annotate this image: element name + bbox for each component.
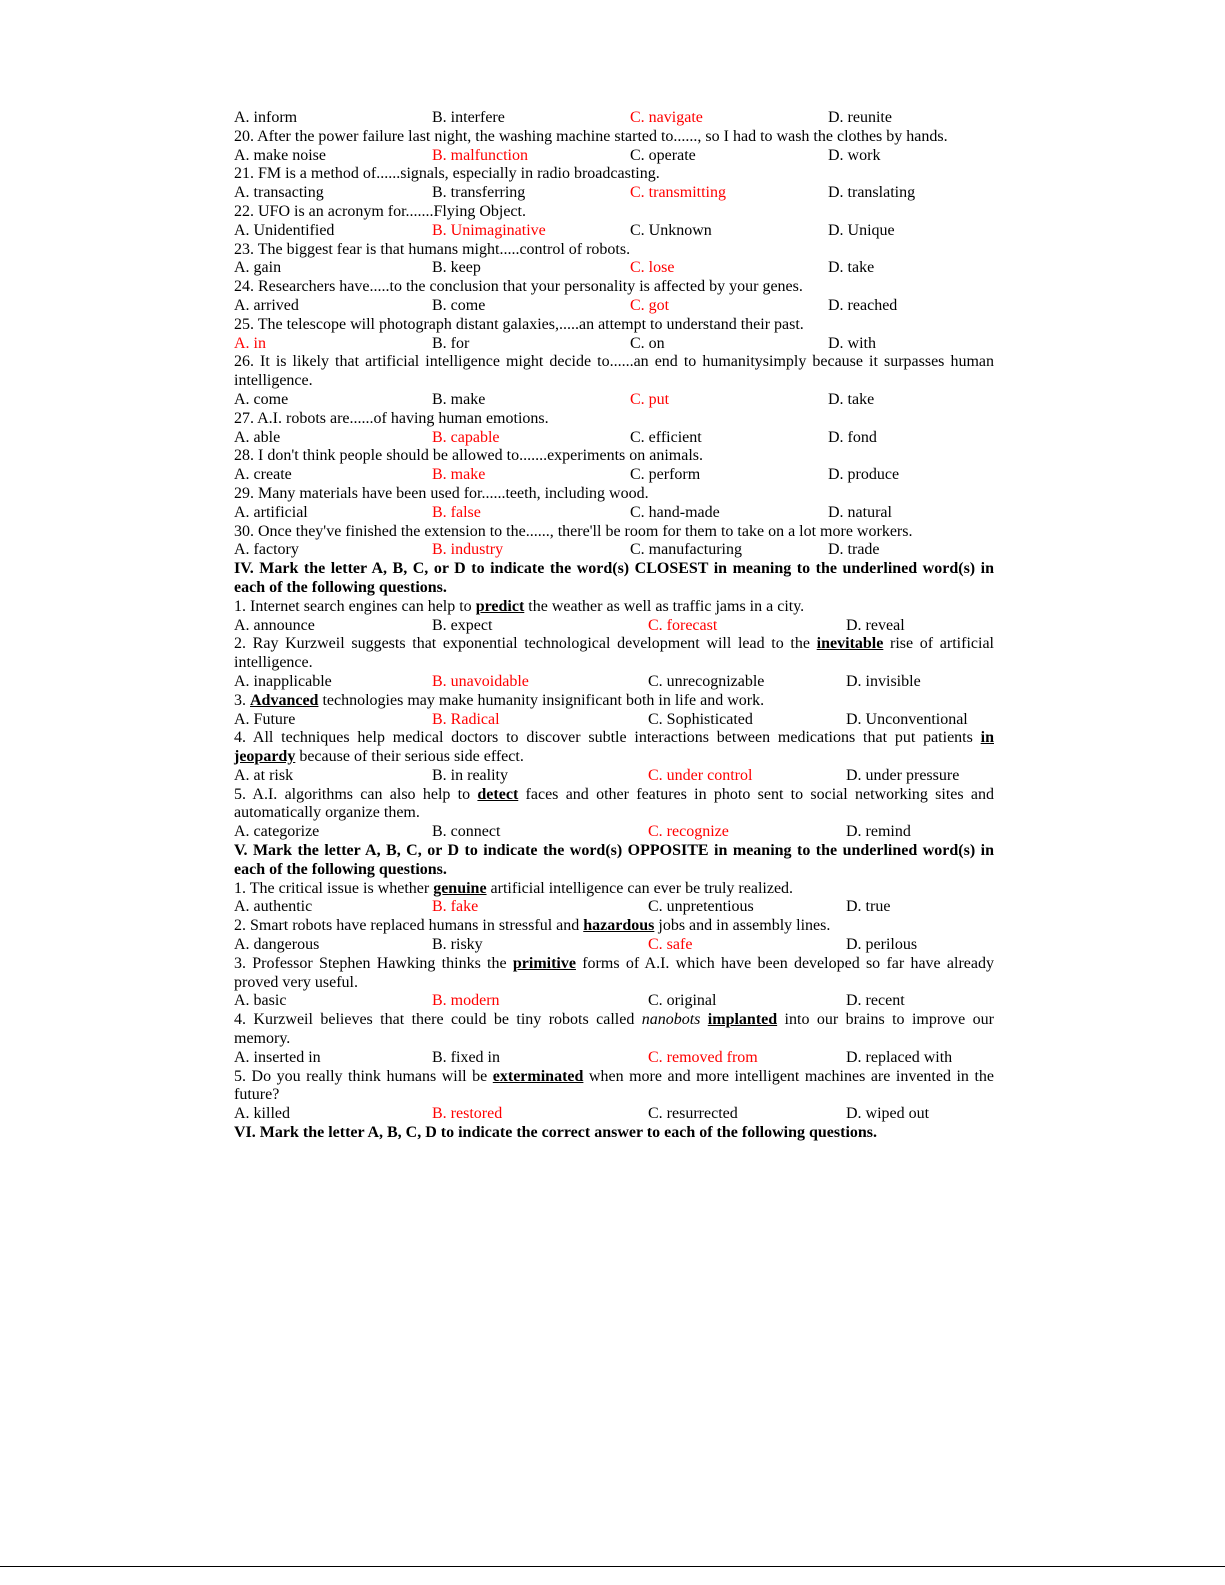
question-text: 2. Smart robots have replaced humans in stressful and xyxy=(234,917,584,935)
section-v-heading: V. Mark the letter A, B, C, or D to indicate the word(s) OPPOSITE in meaning to the underlined word(s) in each of the following questions. xyxy=(234,842,994,878)
option-a: A. dangerous xyxy=(234,936,320,954)
options-s4q4 xyxy=(234,767,994,786)
option-c: C. efficient xyxy=(630,428,702,446)
underlined-keyword: in jeopardy xyxy=(234,729,994,766)
options-q22 xyxy=(234,222,994,241)
option-b: B. Unimaginative xyxy=(432,221,546,239)
s4-question-1 xyxy=(234,598,994,617)
option-c: C. resurrected xyxy=(648,1105,738,1123)
question-text: faces and other features in photo sent to social networking sites and automatically organize them. xyxy=(234,785,995,822)
question-27: 27. A.I. robots are......of having human emotions. xyxy=(234,409,549,427)
option-b: B. unavoidable xyxy=(432,672,529,690)
italic-term: nanobots xyxy=(641,1011,701,1029)
option-b: B. make xyxy=(432,466,486,484)
option-d: D. take xyxy=(828,259,875,277)
option-d: D. natural xyxy=(828,503,892,521)
option-d: D. fond xyxy=(828,428,877,446)
option-a: A. announce xyxy=(234,616,315,634)
question-text: when more and more intelligent machines are invented in the future? xyxy=(234,1067,994,1104)
option-b: B. false xyxy=(432,503,481,521)
option-d: D. trade xyxy=(828,541,880,559)
option-b: B. for xyxy=(432,334,470,352)
s5-question-2 xyxy=(234,917,994,936)
question-text: 3. xyxy=(234,691,250,709)
option-c: C. unrecognizable xyxy=(648,672,765,690)
underlined-keyword: Advanced xyxy=(250,691,319,709)
s5-question-4 xyxy=(234,1011,994,1049)
option-b: B. connect xyxy=(432,823,501,841)
option-b: B. capable xyxy=(432,428,500,446)
option-d: D. Unique xyxy=(828,221,895,239)
question-text: 1. Internet search engines can help to xyxy=(234,597,476,615)
question-28: 28. I don't think people should be allowed to.......experiments on animals. xyxy=(234,447,704,465)
question-text: 1. The critical issue is whether xyxy=(234,879,434,897)
question-text: 5. Do you really think humans will be xyxy=(234,1067,493,1085)
option-a: A. basic xyxy=(234,992,287,1010)
question-24: 24. Researchers have.....to the conclusion that your personality is affected by your genes. xyxy=(234,278,803,296)
question-text: jobs and in assembly lines. xyxy=(654,917,831,935)
question-30: 30. Once they've finished the extension to the......, there'll be room for them to take on a lot more workers. xyxy=(234,522,913,540)
option-a: A. able xyxy=(234,428,281,446)
option-c: C. safe xyxy=(648,936,693,954)
option-d: D. perilous xyxy=(846,936,918,954)
s5-question-5 xyxy=(234,1068,994,1106)
options-s4q2 xyxy=(234,673,994,692)
option-d: D. take xyxy=(828,390,875,408)
s4-question-2 xyxy=(234,635,994,673)
option-b: B. make xyxy=(432,390,486,408)
options-s4q1 xyxy=(234,617,994,636)
options-s4q5 xyxy=(234,823,994,842)
question-20: 20. After the power failure last night, the washing machine started to......, so I had to wash the clothes by hands. xyxy=(234,127,948,145)
option-a: A. artificial xyxy=(234,503,308,521)
options-q27 xyxy=(234,429,994,448)
option-c: C. under control xyxy=(648,766,753,784)
section-iv-heading: IV. Mark the letter A, B, C, or D to indicate the word(s) CLOSEST in meaning to the underlined word(s) in each of the following questions. xyxy=(234,560,994,596)
option-d: D. under pressure xyxy=(846,766,960,784)
options-q30 xyxy=(234,541,994,560)
option-b: B. industry xyxy=(432,541,504,559)
option-d: D. recent xyxy=(846,992,905,1010)
option-b: B. restored xyxy=(432,1105,503,1123)
options-q29 xyxy=(234,504,994,523)
question-29: 29. Many materials have been used for......teeth, including wood. xyxy=(234,484,649,502)
option-a: A. killed xyxy=(234,1105,290,1123)
option-d: D. produce xyxy=(828,466,900,484)
options-q20 xyxy=(234,147,994,166)
option-d: D. translating xyxy=(828,184,916,202)
option-a: A. at risk xyxy=(234,766,294,784)
option-c: C. navigate xyxy=(630,109,703,126)
question-22: 22. UFO is an acronym for.......Flying Object. xyxy=(234,202,526,220)
option-c: C. on xyxy=(630,334,665,352)
option-b: B. risky xyxy=(432,936,483,954)
option-c: C. operate xyxy=(630,146,696,164)
option-a: A. inserted in xyxy=(234,1048,321,1066)
question-text: 3. Professor Stephen Hawking thinks the xyxy=(234,954,513,972)
options-s5q1 xyxy=(234,898,994,917)
question-text: artificial intelligence can ever be truly realized. xyxy=(486,879,794,897)
question-text: 4. Kurzweil believes that there could be tiny robots called xyxy=(234,1011,642,1029)
section-vi-heading: VI. Mark the letter A, B, C, D to indicate the correct answer to each of the following questions. xyxy=(234,1124,878,1142)
underlined-keyword: hazardous xyxy=(583,917,655,935)
option-c: C. original xyxy=(648,992,717,1010)
option-c: C. forecast xyxy=(648,616,718,634)
option-c: C. transmitting xyxy=(630,184,726,202)
page-bottom-rule xyxy=(0,1566,1225,1567)
s5-question-3 xyxy=(234,955,994,993)
option-b: B. fake xyxy=(432,898,479,916)
option-c: C. unpretentious xyxy=(648,898,754,916)
question-25: 25. The telescope will photograph distant galaxies,.....an attempt to understand their past. xyxy=(234,315,804,333)
question-text: because of their serious side effect. xyxy=(295,748,524,766)
question-text: 4. All techniques help medical doctors to discover subtle interactions between medications that put patients xyxy=(234,729,981,747)
exam-page xyxy=(234,109,994,1143)
options-q21 xyxy=(234,184,994,203)
option-b: B. expect xyxy=(432,616,493,634)
question-text: 5. A.I. algorithms can also help to xyxy=(234,785,478,803)
option-c: C. lose xyxy=(630,259,675,277)
option-a: A. categorize xyxy=(234,823,320,841)
s4-question-4 xyxy=(234,729,994,767)
option-d: D. replaced with xyxy=(846,1048,953,1066)
options-q28 xyxy=(234,466,994,485)
underlined-keyword: predict xyxy=(475,597,525,615)
option-c: C. recognize xyxy=(648,823,729,841)
question-text: the weather as well as traffic jams in a city. xyxy=(524,597,805,615)
options-q19 xyxy=(234,109,994,128)
question-text: forms of A.I. which have been developed so far have already proved very useful. xyxy=(234,954,994,991)
question-26: 26. It is likely that artificial intelligence might decide to......an end to humanitysimply because it surpasses human intelligence. xyxy=(234,353,994,390)
option-d: D. true xyxy=(846,898,891,916)
option-d: D. with xyxy=(828,334,876,352)
option-a: A. factory xyxy=(234,541,299,559)
question-23: 23. The biggest fear is that humans might.....control of robots. xyxy=(234,240,631,258)
options-s5q5 xyxy=(234,1105,994,1124)
s4-question-5 xyxy=(234,786,994,824)
option-b: B. come xyxy=(432,296,486,314)
option-b: B. fixed in xyxy=(432,1048,500,1066)
question-text: 2. Ray Kurzweil suggests that exponential technological development will lead to the xyxy=(234,635,817,653)
option-d: D. reached xyxy=(828,296,898,314)
options-q23 xyxy=(234,259,994,278)
option-a: A. in xyxy=(234,334,266,352)
options-q25 xyxy=(234,335,994,354)
option-a: A. inapplicable xyxy=(234,672,332,690)
option-c: C. removed from xyxy=(648,1048,758,1066)
underlined-keyword: primitive xyxy=(512,954,576,972)
option-a: A. authentic xyxy=(234,898,313,916)
option-a: A. gain xyxy=(234,259,282,277)
option-d: D. work xyxy=(828,146,881,164)
option-b: B. keep xyxy=(432,259,481,277)
option-a: A. Future xyxy=(234,710,296,728)
option-c: C. Sophisticated xyxy=(648,710,753,728)
option-a: A. inform xyxy=(234,109,298,126)
options-s5q2 xyxy=(234,936,994,955)
option-a: A. come xyxy=(234,390,289,408)
question-text: into our brains to improve our memory. xyxy=(234,1011,994,1048)
options-q24 xyxy=(234,297,994,316)
option-c: C. perform xyxy=(630,466,701,484)
option-a: A. transacting xyxy=(234,184,324,202)
option-a: A. Unidentified xyxy=(234,221,335,239)
option-c: C. got xyxy=(630,296,670,314)
question-text: technologies may make humanity insignificant both in life and work. xyxy=(318,691,765,709)
option-c: C. put xyxy=(630,390,670,408)
question-21: 21. FM is a method of......signals, especially in radio broadcasting. xyxy=(234,165,660,183)
option-b: B. modern xyxy=(432,992,500,1010)
s5-question-1 xyxy=(234,880,994,899)
option-c: C. hand-made xyxy=(630,503,720,521)
option-b: B. malfunction xyxy=(432,146,528,164)
option-d: D. remind xyxy=(846,823,911,841)
option-b: B. transferring xyxy=(432,184,526,202)
option-b: B. Radical xyxy=(432,710,500,728)
option-b: B. in reality xyxy=(432,766,508,784)
option-c: C. manufacturing xyxy=(630,541,742,559)
option-c: C. Unknown xyxy=(630,221,712,239)
option-d: D. reveal xyxy=(846,616,905,634)
underlined-keyword: genuine xyxy=(433,879,487,897)
options-s5q4 xyxy=(234,1049,994,1068)
options-s5q3 xyxy=(234,992,994,1011)
underlined-keyword: implanted xyxy=(707,1011,778,1029)
option-d: D. wiped out xyxy=(846,1105,930,1123)
options-q26 xyxy=(234,391,994,410)
underlined-keyword: detect xyxy=(477,785,519,803)
option-b: B. interfere xyxy=(432,109,505,126)
option-d: D. Unconventional xyxy=(846,710,968,728)
option-a: A. arrived xyxy=(234,296,299,314)
option-a: A. make noise xyxy=(234,146,326,164)
option-a: A. create xyxy=(234,466,292,484)
question-text: rise of artificial intelligence. xyxy=(234,635,994,672)
option-d: D. invisible xyxy=(846,672,921,690)
s4-question-3 xyxy=(234,692,994,711)
options-s4q3 xyxy=(234,711,994,730)
underlined-keyword: exterminated xyxy=(492,1067,584,1085)
option-d: D. reunite xyxy=(828,109,892,126)
underlined-keyword: inevitable xyxy=(816,635,884,653)
